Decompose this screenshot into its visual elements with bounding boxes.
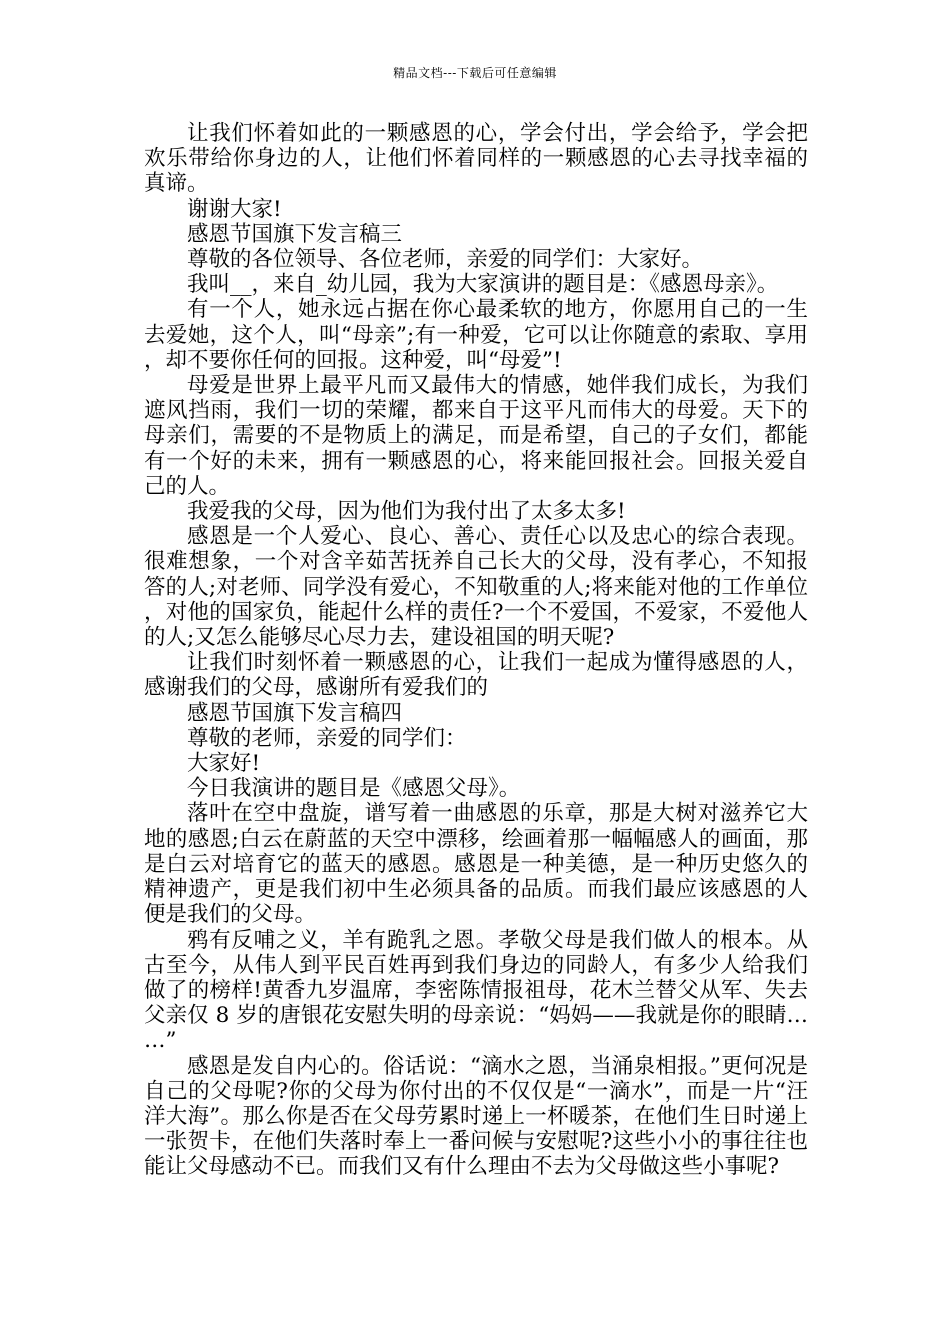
- paragraph: 尊敬的老师，亲爱的同学们：: [187, 725, 467, 751]
- paragraph: 我爱我的父母，因为他们为我付出了太多太多!: [187, 499, 626, 525]
- paragraph: 今日我演讲的题目是《感恩父母》。: [187, 776, 521, 802]
- paragraph: 我叫__，来自_幼儿园，我为大家演讲的题目是：《感恩母亲》。: [187, 272, 779, 298]
- paragraph: 鸦有反哺之义，羊有跪乳之恩。孝敬父母是我们做人的根本。从古至今，从伟人到平民百姓再到我们身边的同龄人，有多少人给我们做了的榜样!黄香九岁温席，李密陈情报祖母，花木兰替父从军、失去父亲仅 8 岁的唐银花安慰失明的母亲说：“妈妈——我就是你的眼睛……”: [144, 927, 808, 1054]
- paragraph: 尊敬的各位领导、各位老师，亲爱的同学们：大家好。: [187, 247, 704, 273]
- paragraph: 谢谢大家!: [187, 196, 282, 222]
- section-title: 感恩节国旗下发言稿四: [187, 700, 403, 726]
- paragraph: 让我们时刻怀着一颗感恩的心，让我们一起成为懂得感恩的人，感谢我们的父母，感谢所有爱我们的: [144, 650, 808, 701]
- paragraph: 感恩是一个人爱心、良心、善心、责任心以及忠心的综合表现。很难想象，一个对含辛茹苦抚养自己长大的父母，没有孝心，不知报答的人;对老师、同学没有爱心，不知敬重的人;将来能对他的工作单位，对他的国家负，能起什么样的责任?一个不爱国，不爱家，不爱他人的人;又怎么能够尽心尽力去，建设祖国的明天呢?: [144, 524, 808, 651]
- paragraph: 让我们怀着如此的一颗感恩的心，学会付出，学会给予，学会把欢乐带给你身边的人，让他们怀着同样的一颗感恩的心去寻找幸福的真谛。: [144, 121, 808, 197]
- page-header: 精品文档---下载后可任意编辑: [393, 66, 557, 80]
- section-title: 感恩节国旗下发言稿三: [187, 221, 403, 247]
- paragraph: 感恩是发自内心的。俗话说：“滴水之恩，当涌泉相报。”更何况是自己的父母呢?你的父母为你付出的不仅仅是“一滴水”，而是一片“汪洋大海”。那么你是否在父母劳累时递上一杯暖茶，在他们生日时递上一张贺卡，在他们失落时奉上一番问候与安慰呢?这些小小的事往往也能让父母感动不已。而我们又有什么理由不去为父母做这些小事呢?: [144, 1053, 808, 1180]
- paragraph: 有一个人，她永远占据在你心最柔软的地方，你愿用自己的一生去爱她，这个人，叫“母亲”;有一种爱，它可以让你随意的索取、享用，却不要你任何的回报。这种爱，叫“母爱”!: [144, 297, 808, 373]
- document-body: [144, 121, 808, 1180]
- paragraph: 落叶在空中盘旋，谱写着一曲感恩的乐章，那是大树对滋养它大地的感恩;白云在蔚蓝的天空中漂移，绘画着那一幅幅感人的画面，那是白云对培育它的蓝天的感恩。感恩是一种美德，是一种历史悠久的精神遗产，更是我们初中生必须具备的品质。而我们最应该感恩的人便是我们的父母。: [144, 801, 808, 928]
- paragraph: 母爱是世界上最平凡而又最伟大的情感，她伴我们成长，为我们遮风挡雨，我们一切的荣耀，都来自于这平凡而伟大的母爱。天下的母亲们，需要的不是物质上的满足，而是希望，自己的子女们，都能有一个好的未来，拥有一颗感恩的心，将来能回报社会。回报关爱自己的人。: [144, 373, 808, 499]
- paragraph: 大家好!: [187, 751, 261, 777]
